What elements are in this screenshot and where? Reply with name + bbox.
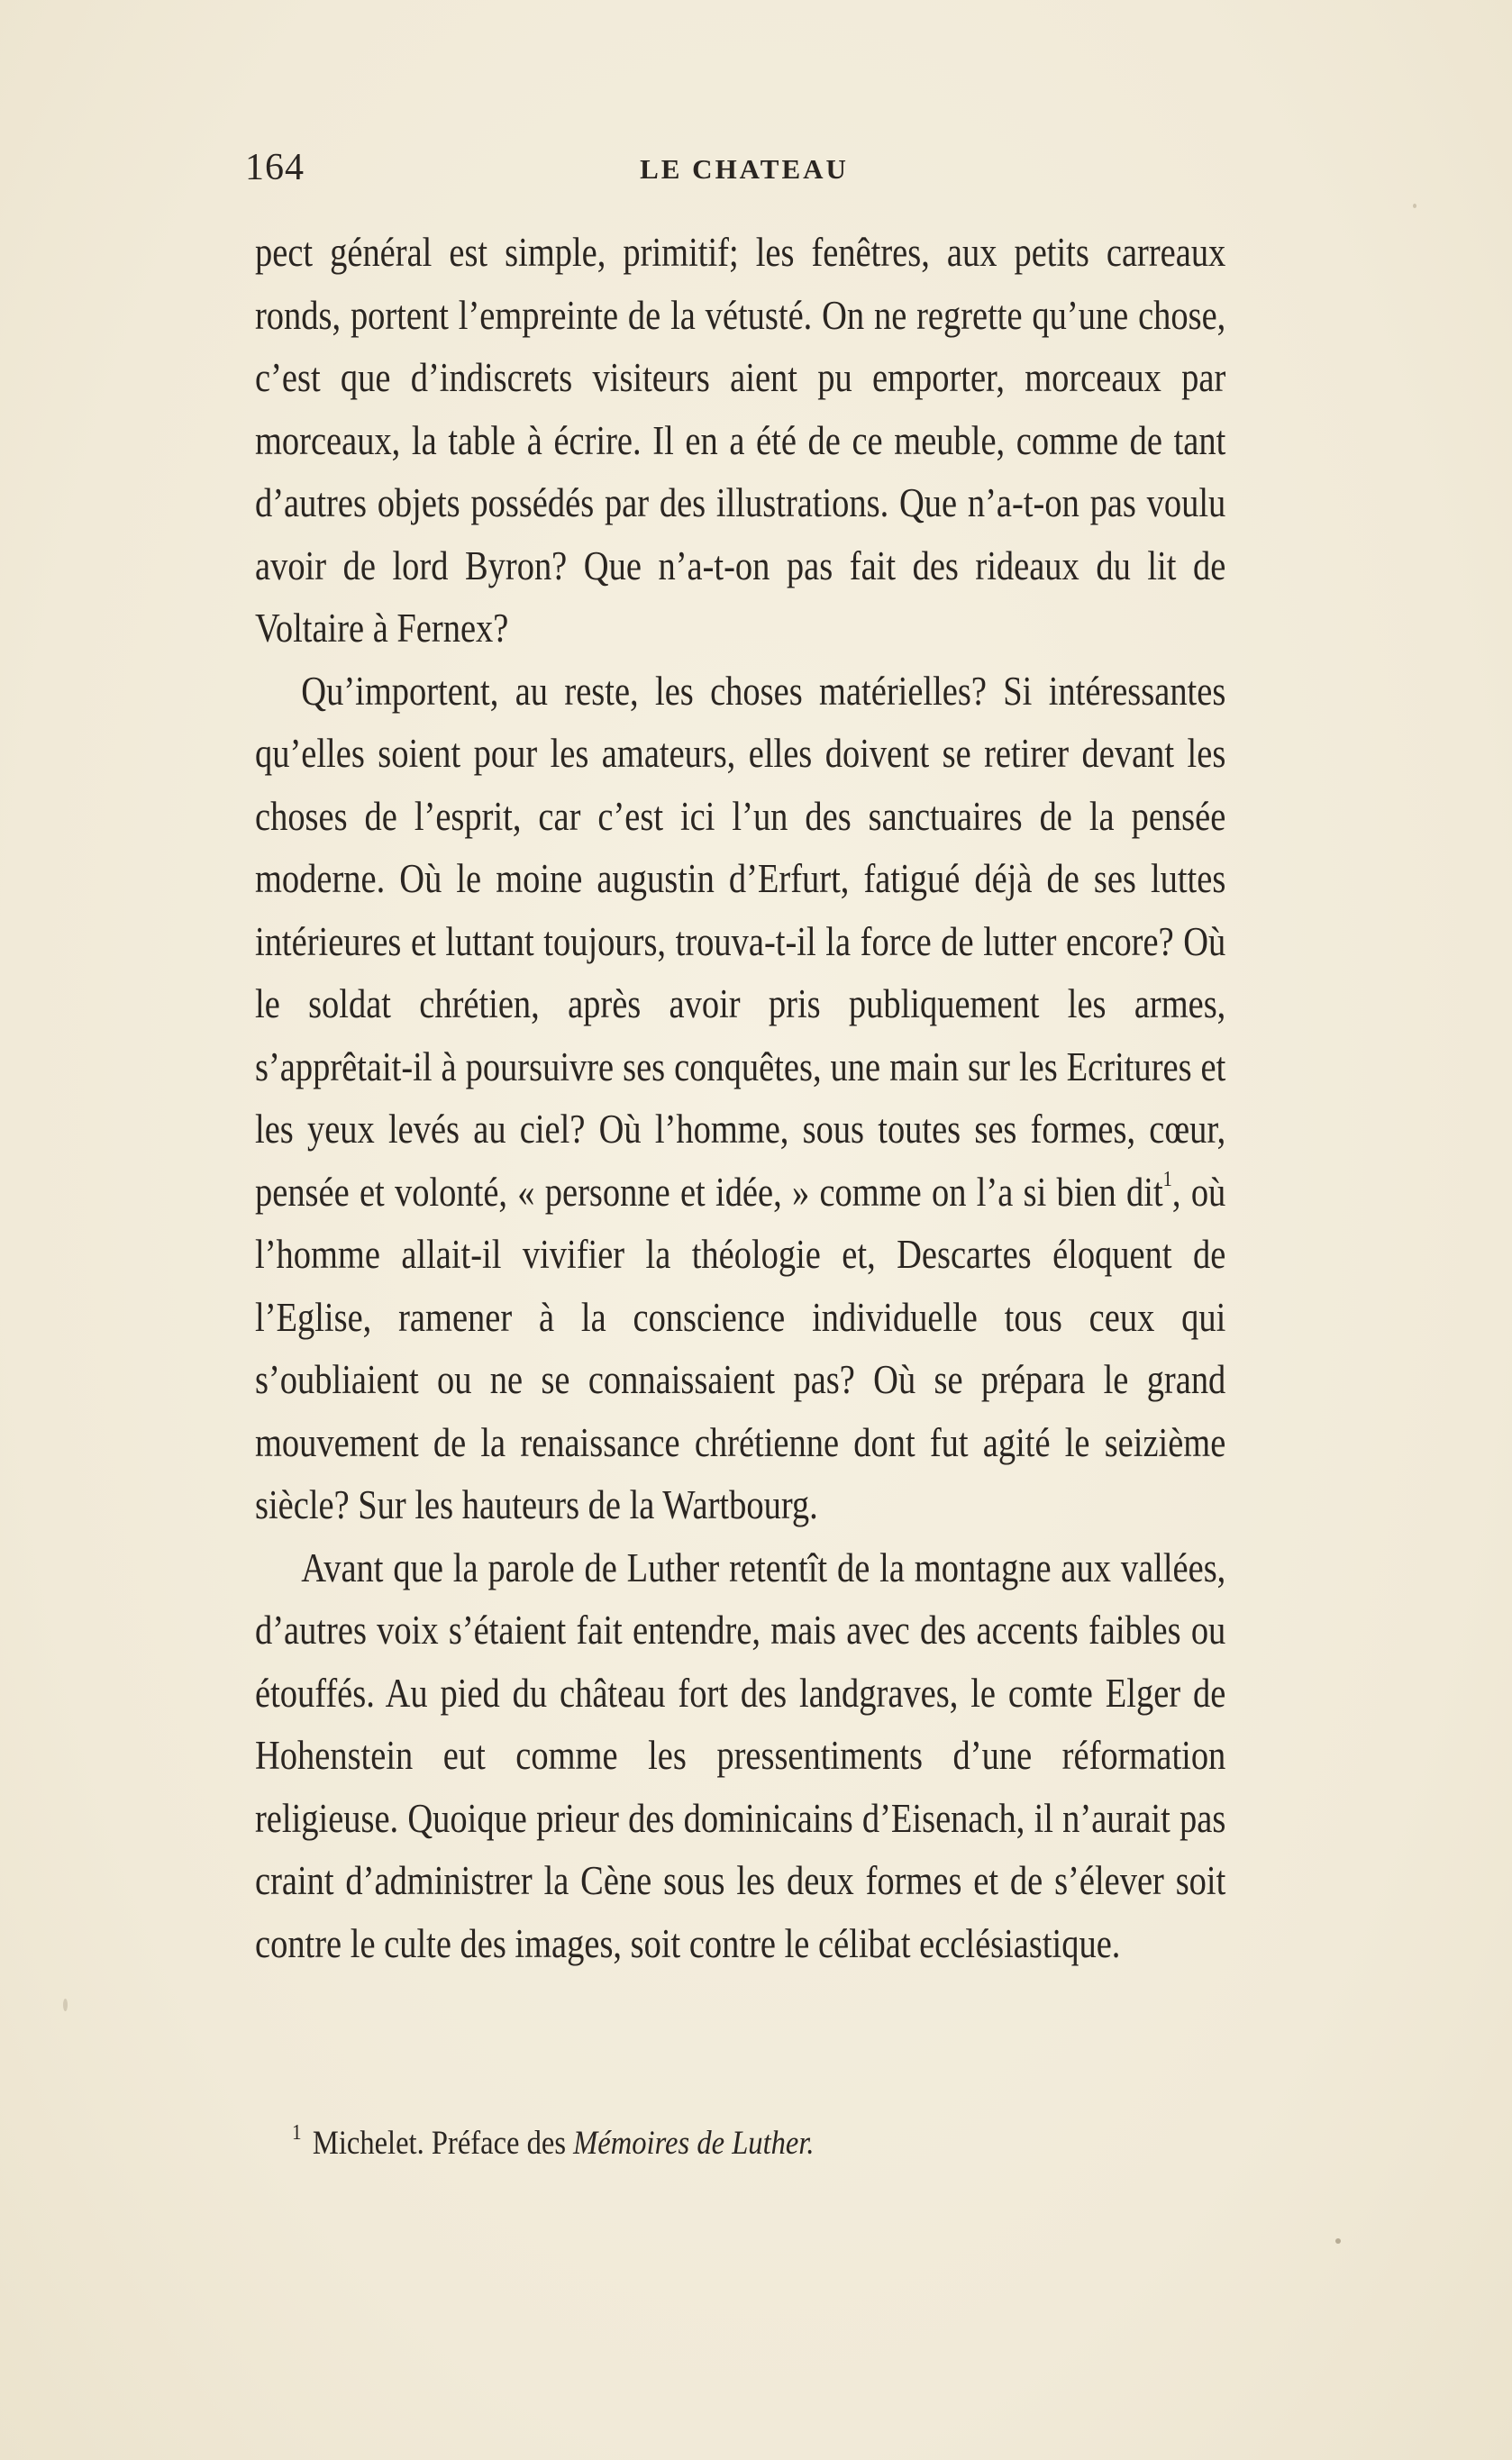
- paper-speck: [63, 1999, 68, 2011]
- footnote-text: Michelet. Préface des: [312, 2125, 574, 2162]
- paper-speck: [1413, 204, 1416, 208]
- paragraph-2-text: Qu’importent, au reste, les choses matérielles? Si intéressantes qu’elles soient pour les amateurs, elles doivent se retirer devant les choses de l’esprit, car c’est ici l’un des sanctuaires de la pensée moderne. Où le moine augustin d’Erfurt, fatigué déjà de ses luttes intérieures et luttant toujours, trouva-t-il la force de lutter encore? Où le soldat chrétien, après avoir pris publiquement les armes, s’apprêtait-il à poursuivre ses conquêtes, une main sur les Ecritures et les yeux levés au ciel? Où l’homme, sous toutes ses formes, cœur, pensée et volonté, « personne et idée, » comme on l’a si bien dit: [255, 668, 1226, 1215]
- footnote: [292, 2122, 815, 2165]
- paragraph-2-continuation: , où l’homme allait-il vivifier la théologie et, Descartes éloquent de l’Eglise, ramener à la conscience individuelle tous ceux qui s’oubliaient ou ne se connaissaient pas? Où se prépara le grand mouvement de la renaissance chrétienne dont fut agité le seizième siècle? Sur les hauteurs de la Wartbourg.: [255, 1169, 1226, 1527]
- footnote-reference: 1: [1162, 1167, 1172, 1191]
- paragraph-2: [255, 661, 1225, 1537]
- page-number: 164: [245, 147, 305, 188]
- paragraph-3: Avant que la parole de Luther retentît de la montagne aux vallées, d’autres voix s’étaient fait entendre, mais avec des accents faibles ou étouffés. Au pied du château fort des landgraves, le comte Elger de Hohenstein eut comme les pressentiments d’une réformation religieuse. Quoique prieur des dominicains d’Eisenach, il n’aurait pas craint d’administrer la Cène sous les deux formes et de s’élever soit contre le culte des images, soit contre le célibat ecclésiastique.: [255, 1544, 1226, 1966]
- running-title: LE CHATEAU: [640, 153, 849, 185]
- paper-speck: [1335, 2238, 1341, 2244]
- footnote-italic-title: Mémoires de Luther.: [573, 2125, 815, 2162]
- body-text: [255, 222, 1225, 1975]
- paragraph-1: pect général est simple, primitif; les fenêtres, aux petits carreaux ronds, portent l’empreinte de la vétusté. On ne regrette qu’une chose, c’est que d’indiscrets visiteurs aient pu emporter, morceaux par morceaux, la table à écrire. Il en a été de ce meuble, comme de tant d’autres objets possédés par des illustrations. Que n’a-t-on pas voulu avoir de lord Byron? Que n’a-t-on pas fait des rideaux du lit de Voltaire à Fernex?: [255, 230, 1226, 651]
- footnote-number: 1: [292, 2121, 302, 2145]
- page-header: [245, 146, 1243, 200]
